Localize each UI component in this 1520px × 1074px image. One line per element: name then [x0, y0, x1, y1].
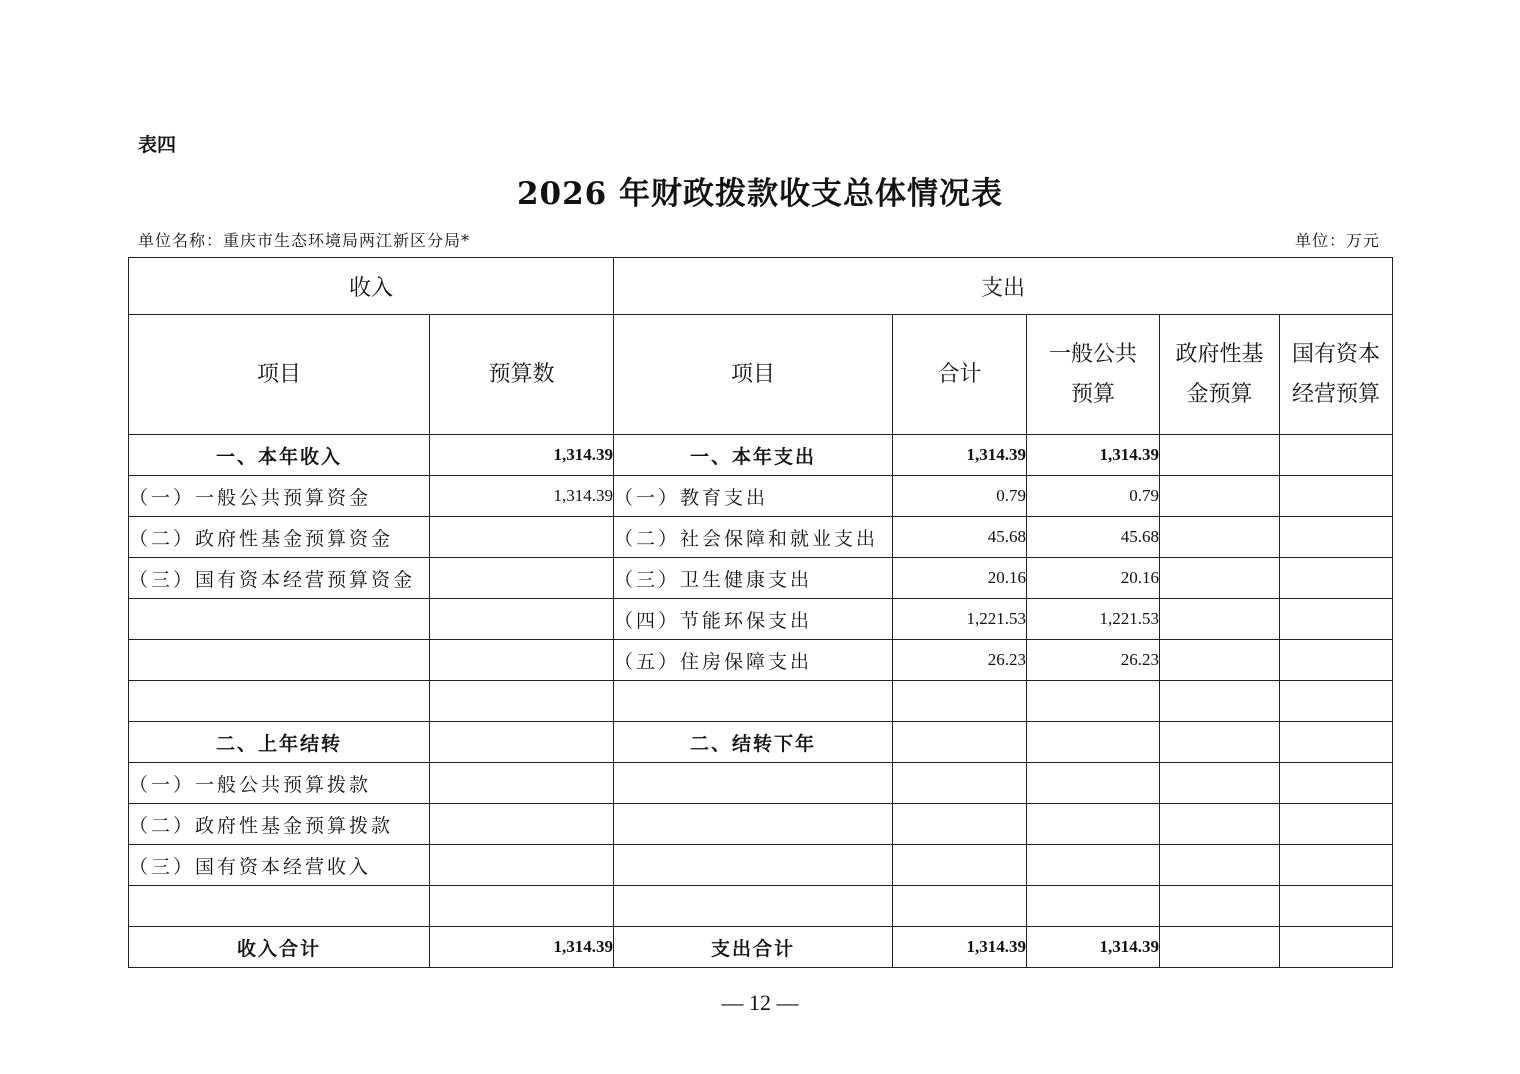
- income-item-cell: （三）国有资本经营收入: [129, 845, 430, 886]
- total-cell: [893, 886, 1027, 927]
- col-general-public-budget: 一般公共预算: [1027, 315, 1160, 435]
- total-cell: [893, 681, 1027, 722]
- income-budget-cell: [430, 640, 614, 681]
- income-budget-cell: [430, 599, 614, 640]
- gov-fund-cell: [1160, 640, 1280, 681]
- table-row: [129, 804, 1393, 845]
- expense-item-cell: （二）社会保障和就业支出: [614, 517, 893, 558]
- page-title: 2026 年财政拨款收支总体情况表: [516, 176, 1004, 212]
- income-section-header: 收入: [129, 258, 614, 315]
- table-row: [129, 927, 1393, 968]
- col-total: 合计: [893, 315, 1027, 435]
- income-item-cell: （一）一般公共预算资金: [129, 476, 430, 517]
- state-capital-cell: [1280, 804, 1393, 845]
- table-row: [129, 558, 1393, 599]
- total-cell: 26.23: [893, 640, 1027, 681]
- state-capital-cell: [1280, 886, 1393, 927]
- general-budget-cell: 20.16: [1027, 558, 1160, 599]
- col-state-capital-budget: 国有资本经营预算: [1280, 315, 1393, 435]
- income-budget-cell: [430, 804, 614, 845]
- total-cell: [893, 722, 1027, 763]
- table-row: [129, 599, 1393, 640]
- state-capital-cell: [1280, 640, 1393, 681]
- gov-fund-cell: [1160, 763, 1280, 804]
- expense-item-cell: 二、结转下年: [614, 722, 893, 763]
- gov-fund-cell: [1160, 927, 1280, 968]
- total-cell: 20.16: [893, 558, 1027, 599]
- gov-fund-cell: [1160, 804, 1280, 845]
- unit-name: 单位名称：重庆市生态环境局两江新区分局*: [138, 231, 471, 250]
- total-cell: [893, 763, 1027, 804]
- general-budget-cell: 1,314.39: [1027, 927, 1160, 968]
- expense-item-cell: （三）卫生健康支出: [614, 558, 893, 599]
- income-item-cell: （一）一般公共预算拨款: [129, 763, 430, 804]
- expense-item-cell: 一、本年支出: [614, 435, 893, 476]
- expense-item-cell: （一）教育支出: [614, 476, 893, 517]
- general-budget-cell: 26.23: [1027, 640, 1160, 681]
- income-budget-cell: [430, 886, 614, 927]
- expense-item-cell: （四）节能环保支出: [614, 599, 893, 640]
- total-cell: 45.68: [893, 517, 1027, 558]
- gov-fund-cell: [1160, 476, 1280, 517]
- table-row: [129, 681, 1393, 722]
- income-budget-cell: [430, 845, 614, 886]
- table-row: [129, 886, 1393, 927]
- state-capital-cell: [1280, 927, 1393, 968]
- table-row: [129, 517, 1393, 558]
- expense-item-cell: [614, 681, 893, 722]
- income-budget-cell: [430, 517, 614, 558]
- expense-item-cell: [614, 804, 893, 845]
- col-income-budget: 预算数: [430, 315, 614, 435]
- general-budget-cell: [1027, 845, 1160, 886]
- expense-item-cell: [614, 763, 893, 804]
- expense-item-cell: 支出合计: [614, 927, 893, 968]
- total-cell: 1,314.39: [893, 435, 1027, 476]
- income-budget-cell: [430, 558, 614, 599]
- col-expense-item: 项目: [614, 315, 893, 435]
- total-cell: 1,221.53: [893, 599, 1027, 640]
- income-item-cell: [129, 886, 430, 927]
- table-row: [129, 722, 1393, 763]
- gov-fund-cell: [1160, 558, 1280, 599]
- income-item-cell: （三）国有资本经营预算资金: [129, 558, 430, 599]
- table-row: [129, 640, 1393, 681]
- budget-table: [128, 257, 1393, 968]
- general-budget-cell: [1027, 722, 1160, 763]
- income-item-cell: [129, 640, 430, 681]
- state-capital-cell: [1280, 435, 1393, 476]
- general-budget-cell: 45.68: [1027, 517, 1160, 558]
- income-item-cell: （二）政府性基金预算拨款: [129, 804, 430, 845]
- gov-fund-cell: [1160, 517, 1280, 558]
- col-gov-fund-budget: 政府性基金预算: [1160, 315, 1280, 435]
- state-capital-cell: [1280, 845, 1393, 886]
- table-row: [129, 435, 1393, 476]
- income-item-cell: （二）政府性基金预算资金: [129, 517, 430, 558]
- page-number: — 12 —: [721, 990, 799, 1015]
- income-budget-cell: 1,314.39: [430, 435, 614, 476]
- income-item-cell: [129, 681, 430, 722]
- state-capital-cell: [1280, 476, 1393, 517]
- income-budget-cell: [430, 722, 614, 763]
- gov-fund-cell: [1160, 722, 1280, 763]
- general-budget-cell: [1027, 804, 1160, 845]
- income-budget-cell: [430, 763, 614, 804]
- state-capital-cell: [1280, 722, 1393, 763]
- gov-fund-cell: [1160, 435, 1280, 476]
- income-item-cell: 二、上年结转: [129, 722, 430, 763]
- general-budget-cell: [1027, 763, 1160, 804]
- total-cell: [893, 804, 1027, 845]
- gov-fund-cell: [1160, 886, 1280, 927]
- total-cell: [893, 845, 1027, 886]
- total-cell: 1,314.39: [893, 927, 1027, 968]
- table-row: [129, 845, 1393, 886]
- general-budget-cell: 0.79: [1027, 476, 1160, 517]
- gov-fund-cell: [1160, 599, 1280, 640]
- income-item-cell: 收入合计: [129, 927, 430, 968]
- gov-fund-cell: [1160, 845, 1280, 886]
- column-header-row: [129, 315, 1393, 435]
- income-budget-cell: 1,314.39: [430, 927, 614, 968]
- state-capital-cell: [1280, 763, 1393, 804]
- expense-item-cell: （五）住房保障支出: [614, 640, 893, 681]
- state-capital-cell: [1280, 517, 1393, 558]
- expense-item-cell: [614, 845, 893, 886]
- general-budget-cell: 1,314.39: [1027, 435, 1160, 476]
- expense-item-cell: [614, 886, 893, 927]
- state-capital-cell: [1280, 599, 1393, 640]
- income-budget-cell: [430, 681, 614, 722]
- general-budget-cell: [1027, 681, 1160, 722]
- general-budget-cell: 1,221.53: [1027, 599, 1160, 640]
- state-capital-cell: [1280, 681, 1393, 722]
- income-budget-cell: 1,314.39: [430, 476, 614, 517]
- currency-unit: 单位：万元: [1294, 231, 1380, 250]
- table-row: [129, 763, 1393, 804]
- col-income-item: 项目: [129, 315, 430, 435]
- general-budget-cell: [1027, 886, 1160, 927]
- table-row: [129, 476, 1393, 517]
- expense-section-header: 支出: [614, 258, 1393, 315]
- income-item-cell: [129, 599, 430, 640]
- table-body: [129, 258, 1393, 968]
- state-capital-cell: [1280, 558, 1393, 599]
- income-item-cell: 一、本年收入: [129, 435, 430, 476]
- total-cell: 0.79: [893, 476, 1027, 517]
- table-label: 表四: [138, 134, 177, 156]
- gov-fund-cell: [1160, 681, 1280, 722]
- section-header-row: [129, 258, 1393, 315]
